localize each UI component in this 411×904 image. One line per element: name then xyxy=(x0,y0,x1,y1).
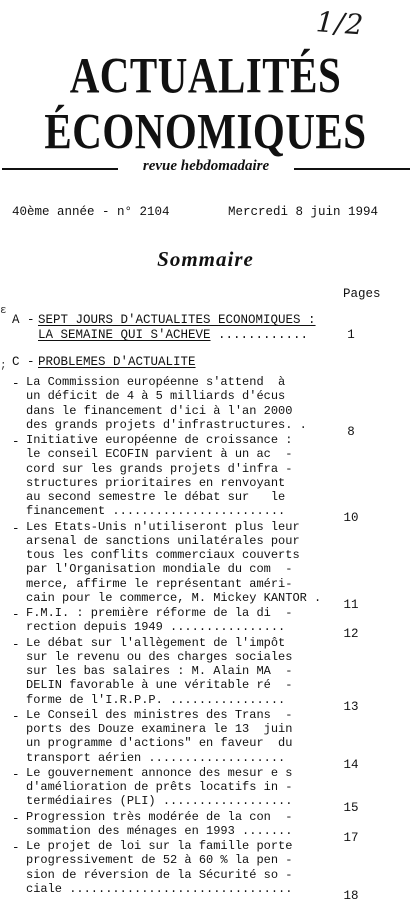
entry-bullet: - xyxy=(12,377,20,391)
entry-line: sion de réversion de la Sécurité so - xyxy=(26,867,293,882)
margin-mark: ; xyxy=(0,360,7,372)
entry-line: Le Conseil des ministres des Trans - xyxy=(26,707,293,722)
entry-line: cain pour le commerce, M. Mickey KANTOR . xyxy=(26,590,322,605)
entry-line: Initiative européenne de croissance : xyxy=(26,433,293,447)
entry-page-number: 13 xyxy=(343,699,359,714)
entry-line: ciale ............................... xyxy=(26,881,293,896)
entry-bullet: - xyxy=(12,435,20,449)
entry-line: Le projet de loi sur la famille porte xyxy=(26,839,293,853)
entry-line: termédiaires (PLI) .................. xyxy=(26,794,293,809)
entry-line: financement ........................ xyxy=(26,504,286,519)
section-a-title-line: LA SEMAINE QUI S'ACHEVE ............ xyxy=(38,328,309,342)
entry-line: Progression très modérée de la con - xyxy=(26,809,293,824)
section-a-title-line: SEPT JOURS D'ACTUALITES ECONOMIQUES : xyxy=(38,313,316,327)
entry-bullet: - xyxy=(12,709,20,724)
entry-line: un déficit de 4 à 5 milliards d'écus xyxy=(26,389,286,404)
entry-bullet: - xyxy=(12,608,20,622)
entry-line: DELIN favorable à une véritable ré - xyxy=(26,678,293,693)
pages-column-label: Pages xyxy=(343,287,381,301)
section-a-page: 1 xyxy=(347,328,355,342)
entry-line: le conseil ECOFIN parvient à un ac - xyxy=(26,447,293,462)
entry-line: sommation des ménages en 1993 ....... xyxy=(26,823,293,838)
entry-line: ports des Douze examinera le 13 juin xyxy=(26,722,293,736)
left-rule xyxy=(2,168,118,170)
entry-line: arsenal de sanctions unilatérales pour xyxy=(26,533,300,548)
issue-number: 40ème année - n° 2104 xyxy=(12,205,170,219)
section-a-letter: A - xyxy=(12,313,35,327)
entry-bullet: - xyxy=(12,521,20,536)
sommaire-heading: Sommaire xyxy=(157,247,254,271)
masthead-title-line2: ÉCONOMIQUES xyxy=(44,102,367,160)
section-c-letter: C - xyxy=(12,355,35,369)
subtitle-row xyxy=(0,158,411,178)
entry-bullet: - xyxy=(12,767,20,782)
entry-page-number: 12 xyxy=(343,627,359,642)
right-rule xyxy=(294,168,410,170)
entry-line: cord sur les grands projets d'infra - xyxy=(26,461,293,476)
entry-line: Le débat sur l'allègement de l'impôt xyxy=(26,635,286,650)
entry-page-number: 10 xyxy=(343,511,359,526)
entry-page-number: 15 xyxy=(343,801,359,816)
entry-line: structures prioritaires en renvoyant xyxy=(26,475,286,490)
entry-line: merce, affirme le représentant améri- xyxy=(26,576,293,591)
section-c-title: PROBLEMES D'ACTUALITE xyxy=(38,355,196,369)
entry-bullet: - xyxy=(12,811,20,826)
entry-line: sur le revenu ou des charges sociales xyxy=(26,649,293,664)
entry-line: Les Etats-Unis n'utiliseront plus leur xyxy=(26,519,300,534)
entry-line: par l'Organisation mondiale du com - xyxy=(26,562,293,577)
entry-line: sur les bas salaires : M. Alain MA - xyxy=(26,664,293,678)
entry-line: F.M.I. : première réforme de la di - xyxy=(26,606,293,620)
entry-line: forme de l'I.R.P.P. ................ xyxy=(26,692,286,707)
entry-line: des grands projets d'infrastructures. . xyxy=(26,417,307,432)
entry-line: tous les conflits commerciaux couverts xyxy=(26,548,300,562)
entry-line: La Commission européenne s'attend à xyxy=(26,375,286,389)
masthead-title-line1: ACTUALITÉS xyxy=(69,46,342,104)
entry-line: rection depuis 1949 ................ xyxy=(26,620,286,635)
entry-line: un programme d'actions" en faveur du xyxy=(26,736,293,751)
entry-line: au second semestre le débat sur le xyxy=(26,490,286,504)
entry-page-number: 8 xyxy=(347,424,355,439)
margin-mark: ε xyxy=(0,305,7,317)
subtitle: revue hebdomadaire xyxy=(142,158,270,174)
entry-line: Le gouvernement annonce des mesur e s xyxy=(26,765,293,780)
handwritten-page-note: 1/2 xyxy=(314,5,366,42)
entry-line: d'amélioration de prêts locatifs in - xyxy=(26,780,293,794)
entry-bullet: - xyxy=(12,637,20,652)
entry-page-number: 18 xyxy=(343,888,359,903)
entry-bullet: - xyxy=(12,841,20,855)
entry-line: transport aérien ................... xyxy=(26,750,286,765)
entry-line: dans le financement d'ici à l'an 2000 xyxy=(26,403,293,418)
entry-page-number: 14 xyxy=(343,757,359,772)
entry-line: progressivement de 52 à 60 % la pen - xyxy=(26,853,293,868)
entry-page-number: 11 xyxy=(343,597,359,612)
entry-page-number: 17 xyxy=(343,830,359,845)
issue-date: Mercredi 8 juin 1994 xyxy=(228,205,379,219)
